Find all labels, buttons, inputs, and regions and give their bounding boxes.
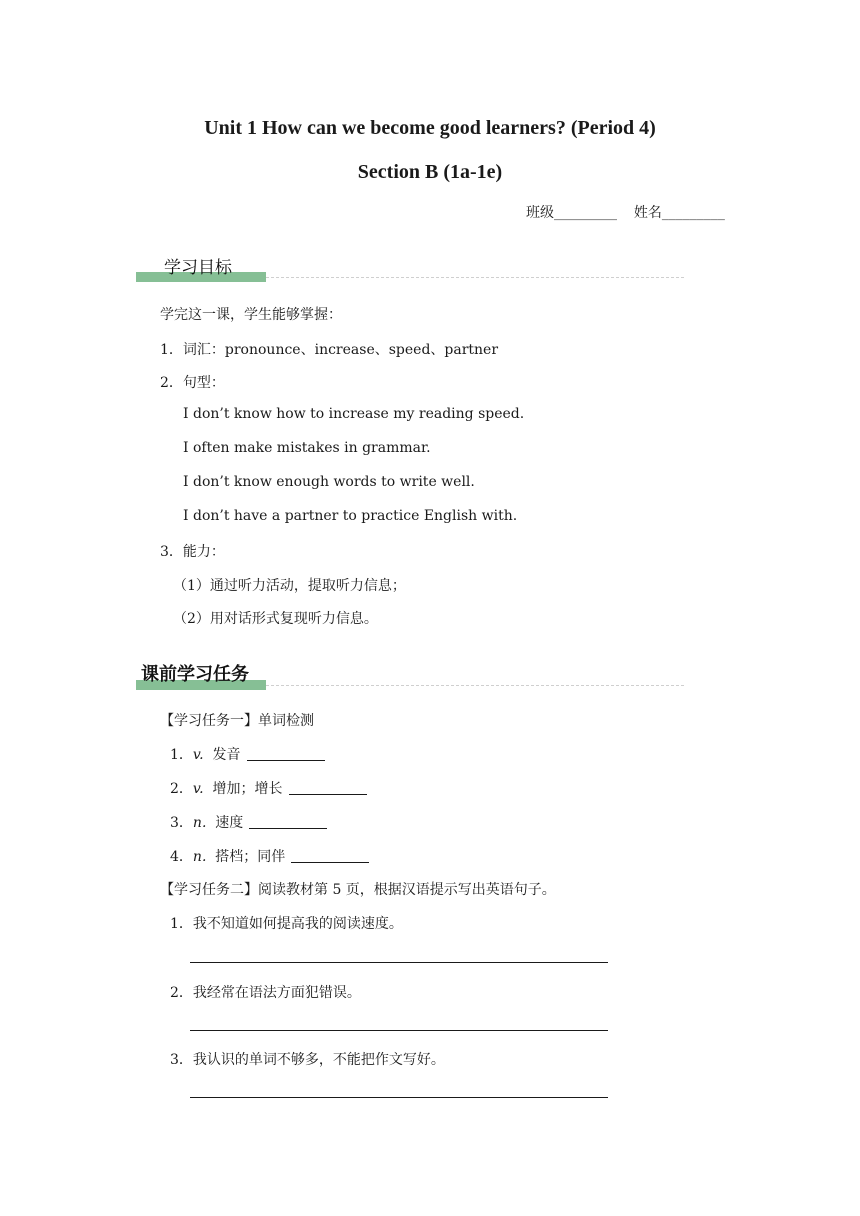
answer-line[interactable]	[190, 962, 608, 963]
objectives-intro: 学完这一课，学生能够掌握：	[160, 307, 342, 323]
heading-divider	[266, 277, 684, 278]
page-title: Unit 1 How can we become good learners? (Period 4)	[204, 117, 656, 139]
answer-blank[interactable]	[291, 848, 369, 863]
pretask-heading	[136, 658, 684, 690]
name-label: 姓名_________	[633, 205, 725, 221]
sentence-prompt: 3．我认识的单词不够多，不能把作文写好。	[170, 1052, 445, 1068]
answer-line[interactable]	[190, 1030, 608, 1031]
objectives-heading-text: 学习目标	[164, 258, 232, 278]
ability-item: （1）通过听力活动，提取听力信息；	[173, 578, 406, 594]
pattern-sentence: I don’t have a partner to practice English with.	[183, 508, 518, 524]
objectives-patterns-label: 2．句型：	[160, 375, 225, 391]
answer-blank[interactable]	[247, 746, 325, 761]
heading-divider	[266, 685, 684, 686]
class-name-line	[526, 202, 725, 222]
sentence-prompt: 2．我经常在语法方面犯错误。	[170, 985, 361, 1001]
answer-blank[interactable]	[249, 814, 327, 829]
objectives-ability-label: 3．能力：	[160, 544, 225, 560]
pattern-sentence: I don’t know how to increase my reading speed.	[183, 406, 525, 422]
pretask-heading-text: 课前学习任务	[141, 664, 249, 685]
answer-line[interactable]	[190, 1097, 608, 1098]
page-subtitle: Section B (1a-1e)	[357, 161, 503, 183]
task1-title: 【学习任务一】单词检测	[160, 713, 314, 729]
word-item: 2．v. 增加；增长	[170, 778, 367, 798]
pattern-sentence: I don’t know enough words to write well.	[183, 474, 475, 490]
word-item: 1．v. 发音	[170, 744, 325, 764]
ability-item: （2）用对话形式复现听力信息。	[173, 611, 378, 627]
objectives-heading	[136, 250, 684, 282]
task2-title: 【学习任务二】阅读教材第 5 页，根据汉语提示写出英语句子。	[160, 882, 556, 898]
word-item: 4．n. 搭档；同伴	[170, 846, 369, 866]
objectives-vocab: 1．词汇：pronounce、increase、speed、partner	[160, 342, 499, 358]
sentence-prompt: 1．我不知道如何提高我的阅读速度。	[170, 916, 403, 932]
word-item: 3．n. 速度	[170, 812, 327, 832]
pattern-sentence: I often make mistakes in grammar.	[183, 440, 431, 456]
class-label: 班级_________	[526, 205, 617, 221]
answer-blank[interactable]	[289, 780, 367, 795]
